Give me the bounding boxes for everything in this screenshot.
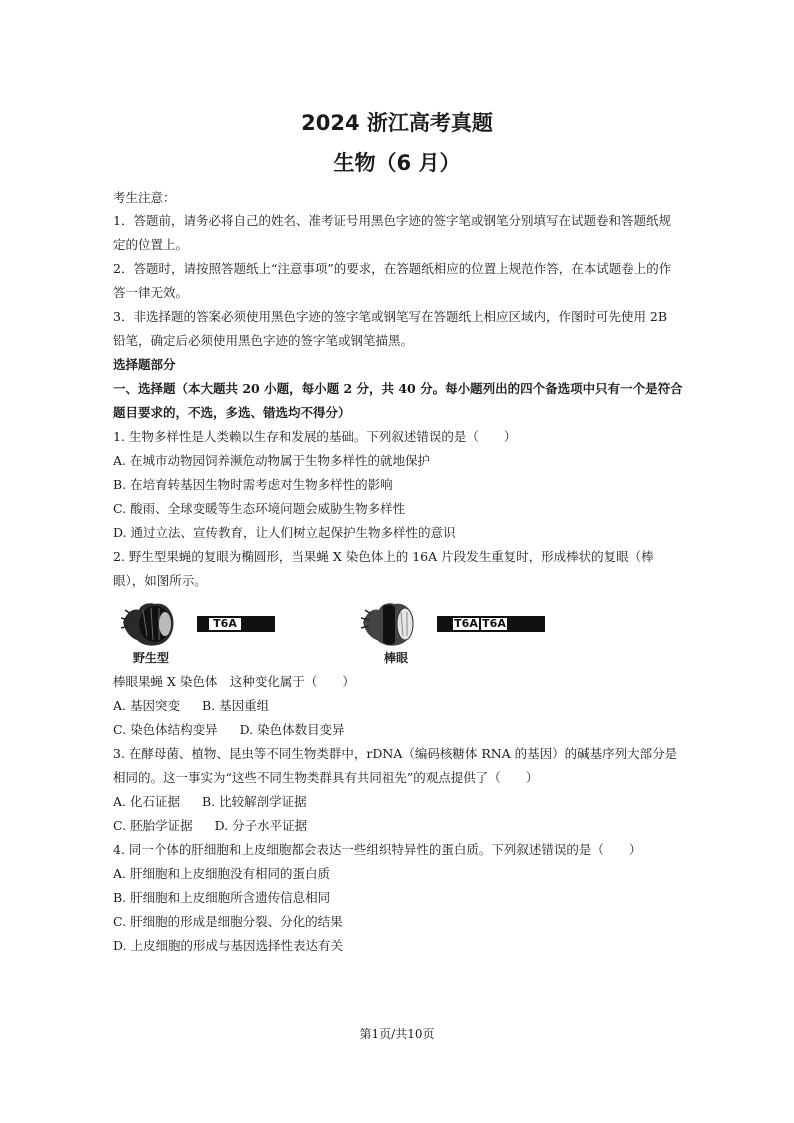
q2-stem: 2. 野生型果蝇的复眼为椭圆形，当果蝇 X 染色体上的 16A 片段发生重复时，形成棒状的复眼（棒	[113, 549, 654, 564]
q2-options-row-2	[113, 722, 688, 738]
q3-options-row-1	[113, 794, 688, 810]
q2-option-a: A. 基因突变	[113, 698, 180, 713]
bar-eye-fly-image	[359, 600, 417, 648]
q2-stem: 眼），如图所示。	[113, 573, 207, 588]
notice-line: 3．非选择题的答案必须使用黑色字迹的签字笔或钢笔写在答题纸上相应区域内，作图时可先使用 2B	[113, 309, 668, 324]
notice-line: 定的位置上。	[113, 237, 189, 252]
q1-option-c: C. 酸雨、全球变暖等生态环境问题会威胁生物多样性	[113, 501, 406, 516]
notice-heading: 考生注意：	[113, 190, 176, 205]
wild-type-fly-eye-image	[119, 600, 177, 648]
segment-16a: T6A	[209, 618, 241, 630]
page-footer: 第1页/共10页	[359, 1027, 435, 1041]
segment-16a-duplicate: T6A	[482, 617, 506, 630]
notice-line: 答一律无效。	[113, 285, 189, 300]
q3-options-row-2	[113, 818, 688, 834]
q4-option-c: C. 肝细胞的形成是细胞分裂、分化的结果	[113, 914, 343, 929]
wild-type-label: 野生型	[133, 651, 170, 665]
q3-option-d: D. 分子水平证据	[214, 818, 308, 833]
q2-figure	[113, 600, 573, 670]
q4-option-d: D. 上皮细胞的形成与基因选择性表达有关	[113, 938, 344, 953]
section-instructions: 一、选择题（本大题共 20 小题，每小题 2 分，共 40 分。每小题列出的四个备选项中只有一个是符合	[113, 381, 683, 396]
q1-stem: 1. 生物多样性是人类赖以生存和发展的基础。下列叙述错误的是（ ）	[113, 429, 517, 444]
q2-option-c: C. 染色体结构变异	[113, 722, 218, 737]
q3-option-c: C. 胚胎学证据	[113, 818, 193, 833]
segment-16a: T6A	[454, 617, 478, 630]
q3-option-b: B. 比较解剖学证据	[201, 794, 307, 809]
notice-line: 铅笔，确定后必须使用黑色字迹的签字笔或钢笔描黑。	[113, 333, 414, 348]
bar-eye-label: 棒眼	[384, 651, 409, 665]
q1-option-d: D. 通过立法、宣传教育，让人们树立起保护生物多样性的意识	[113, 525, 456, 540]
q1-option-a: A. 在城市动物园饲养濒危动物属于生物多样性的就地保护	[113, 453, 430, 468]
notice-line: 1．答题前，请务必将自己的姓名、准考证号用黑色字迹的签字笔或钢笔分别填写在试题卷和答题纸规	[113, 213, 671, 228]
q2-option-d: D. 染色体数目变异	[239, 722, 345, 737]
q3-stem: 相同的。这一事实为“这些不同生物类群具有共同祖先”的观点提供了（ ）	[113, 770, 539, 785]
q4-option-a: A. 肝细胞和上皮细胞没有相同的蛋白质	[113, 866, 330, 881]
section-instructions: 题目要求的，不选，多选、错选均不得分）	[113, 405, 351, 420]
q2-stem-2: 棒眼果蝇 X 染色体 这种变化属于（ ）	[113, 674, 355, 689]
bar-eye-chromosome-band	[437, 616, 545, 632]
q2-option-b: B. 基因重组	[201, 698, 270, 713]
wild-type-chromosome-band	[197, 616, 275, 632]
section-title: 选择题部分	[113, 357, 176, 372]
q4-option-b: B. 肝细胞和上皮细胞所含遗传信息相同	[113, 890, 331, 905]
q1-option-b: B. 在培育转基因生物时需考虑对生物多样性的影响	[113, 477, 393, 492]
q3-stem: 3. 在酵母菌、植物、昆虫等不同生物类群中，rDNA（编码核糖体 RNA 的基因）的碱基序列大部分是	[113, 746, 678, 761]
exam-subtitle: 生物（6 月）	[333, 151, 461, 175]
exam-title: 2024 浙江高考真题	[301, 111, 493, 135]
notice-line: 2．答题时，请按照答题纸上“注意事项”的要求，在答题纸相应的位置上规范作答，在本试题卷上的作	[113, 261, 672, 276]
q4-stem: 4. 同一个体的肝细胞和上皮细胞都会表达一些组织特异性的蛋白质。下列叙述错误的是（ ）	[113, 842, 642, 857]
q3-option-a: A. 化石证据	[113, 794, 180, 809]
q2-options-row-1	[113, 698, 688, 714]
